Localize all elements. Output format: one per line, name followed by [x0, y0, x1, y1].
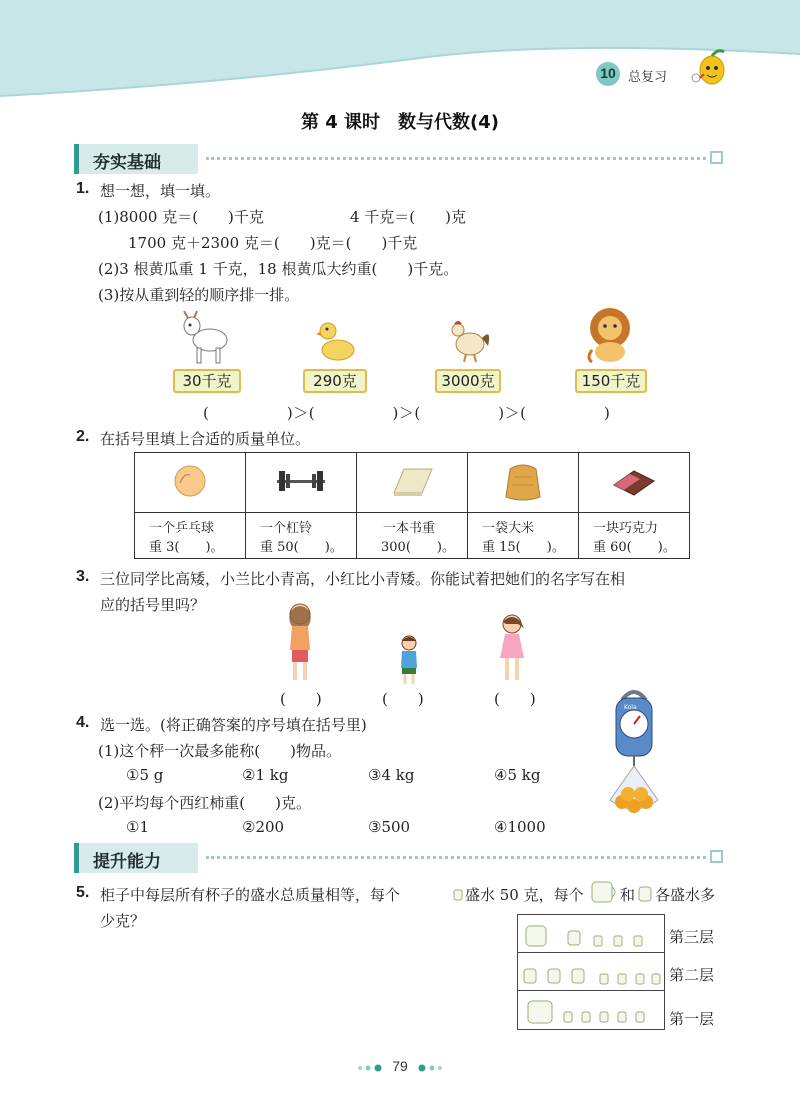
q1-title: 想一想，填一填。 [100, 182, 221, 200]
rooster-icon [446, 316, 494, 364]
q5-line1-d: 各盛水多 [655, 886, 716, 904]
q4-sub2-option-4: ④1000 [494, 818, 546, 836]
q4-sub2-option-2: ②200 [242, 818, 285, 836]
q2-title: 在括号里填上合适的质量单位。 [100, 430, 311, 448]
layer-1-cups-icon [518, 991, 666, 1029]
tall-girl-icon [280, 600, 320, 684]
cup-shelf [517, 914, 665, 1030]
layer-3-cups-icon [518, 915, 666, 953]
q4-sub1: (1)这个秤一次最多能称( )物品。 [98, 742, 341, 760]
lemon-mascot-icon [688, 46, 732, 88]
q1-order-answer-line: ( )＞( )＞( )＞( ) [203, 404, 611, 422]
q3-number: 3. [76, 568, 90, 585]
footer-dots-left [356, 1062, 386, 1074]
q1-line1b: 4 千克＝( )克 [350, 208, 467, 226]
chapter-number: 10 [600, 65, 616, 81]
short-girl-icon [394, 634, 424, 686]
lion-icon [584, 306, 640, 366]
q2-text-chocolate: 一块巧克力 重 60( )。 [579, 513, 690, 559]
q2-text-rice: 一袋大米 重 15( )。 [468, 513, 579, 559]
q2-unit-table [134, 452, 690, 559]
q2-text-pingpong: 一个乒乓球 重 3( )。 [135, 513, 246, 559]
medium-cup-icon [637, 882, 653, 904]
q5-number: 5. [76, 884, 90, 901]
section-advanced-divider [206, 856, 706, 859]
q2-blank-4: 重 15( )。 [482, 540, 565, 555]
barbell-icon [269, 461, 333, 501]
small-cup-icon [452, 884, 464, 902]
q4-title: 选一选。(将正确答案的序号填在括号里) [100, 716, 367, 734]
q3-blank-3: ( ) [494, 690, 536, 708]
chocolate-icon [606, 461, 662, 501]
q2-cell-chocolate [579, 453, 690, 513]
lesson-title: 第 4 课时 数与代数(4) [300, 112, 500, 133]
page-number: 79 [392, 1058, 408, 1074]
q2-text-barbell: 一个杠铃 重 50( )。 [246, 513, 357, 559]
section-advanced-label: 提升能力 [93, 852, 161, 872]
weight-label-duck: 290克 [303, 369, 367, 393]
header-banner [0, 0, 800, 100]
q1-line3: (2)3 根黄瓜重 1 千克，18 根黄瓜大约重( )千克。 [98, 260, 459, 278]
footer-dots-right [414, 1062, 444, 1074]
q4-number: 4. [76, 714, 90, 731]
pingpong-ball-icon [170, 461, 210, 501]
q3-blank-2: ( ) [382, 690, 424, 708]
q2-blank-2: 重 50( )。 [260, 540, 343, 555]
q1-line4: (3)按从重到轻的顺序排一排。 [98, 286, 300, 304]
q2-blank-3: 300( )。 [381, 540, 455, 555]
section-basic-label: 夯实基础 [93, 153, 161, 173]
layer-2-cups-icon [518, 953, 666, 991]
q2-blank-1: 重 3( )。 [149, 540, 224, 555]
shelf-layer-2 [518, 953, 664, 991]
layer-label-3: 第三层 [669, 928, 715, 946]
q5-line2: 少克？ [100, 912, 146, 930]
section-basic-header [74, 144, 198, 174]
section-basic-divider [206, 157, 706, 160]
shelf-layer-1 [518, 991, 664, 1029]
section-basic-corner [710, 151, 723, 164]
q4-sub1-option-4: ④5 kg [494, 766, 541, 784]
q4-sub1-option-1: ①5 g [126, 766, 164, 784]
q3-line2: 应的括号里吗？ [100, 596, 206, 614]
weight-label-rooster: 3000克 [435, 369, 501, 393]
q1-line1a: (1)8000 克＝( )千克 [98, 208, 264, 226]
q4-sub1-option-3: ③4 kg [368, 766, 415, 784]
layer-label-1: 第一层 [669, 1010, 715, 1028]
section-advanced-corner [710, 850, 723, 863]
book-icon [384, 461, 440, 501]
duck-icon [316, 318, 358, 364]
q3-blank-1: ( ) [280, 690, 322, 708]
scale-brand-label: Kola [624, 704, 637, 711]
shelf-layer-3 [518, 915, 664, 953]
goat-icon [180, 308, 236, 366]
q4-sub2-option-1: ①1 [126, 818, 149, 836]
q2-number: 2. [76, 428, 90, 445]
hanging-scale-icon [596, 682, 672, 822]
q5-line1-b: 盛水 50 克，每个 [465, 886, 584, 904]
q2-cell-pingpong [135, 453, 246, 513]
section-advanced-header [74, 843, 198, 873]
q1-number: 1. [76, 180, 90, 197]
q2-blank-5: 重 60( )。 [593, 540, 676, 555]
q1-line2: 1700 克＋2300 克＝( )克＝( )千克 [128, 234, 418, 252]
layer-label-2: 第二层 [669, 966, 715, 984]
q3-line1: 三位同学比高矮，小兰比小青高，小红比小青矮。你能试着把她们的名字写在相 [100, 570, 626, 588]
chapter-title: 总复习 [628, 70, 668, 85]
q4-sub2-option-3: ③500 [368, 818, 411, 836]
q5-line1-a: 柜子中每层所有杯子的盛水总质量相等，每个 [100, 886, 401, 904]
q4-sub2: (2)平均每个西红柿重( )克。 [98, 794, 311, 812]
q2-cell-book [357, 453, 468, 513]
q4-sub1-option-2: ②1 kg [242, 766, 289, 784]
weight-label-lion: 150千克 [575, 369, 647, 393]
rice-bag-icon [498, 459, 548, 503]
middle-girl-icon [494, 612, 530, 684]
q5-line1-c: 和 [620, 886, 636, 904]
q2-cell-barbell [246, 453, 357, 513]
q2-cell-rice [468, 453, 579, 513]
large-cup-icon [590, 878, 618, 904]
q2-text-book: 一本书重 300( )。 [357, 513, 468, 559]
weight-label-goat: 30千克 [173, 369, 241, 393]
